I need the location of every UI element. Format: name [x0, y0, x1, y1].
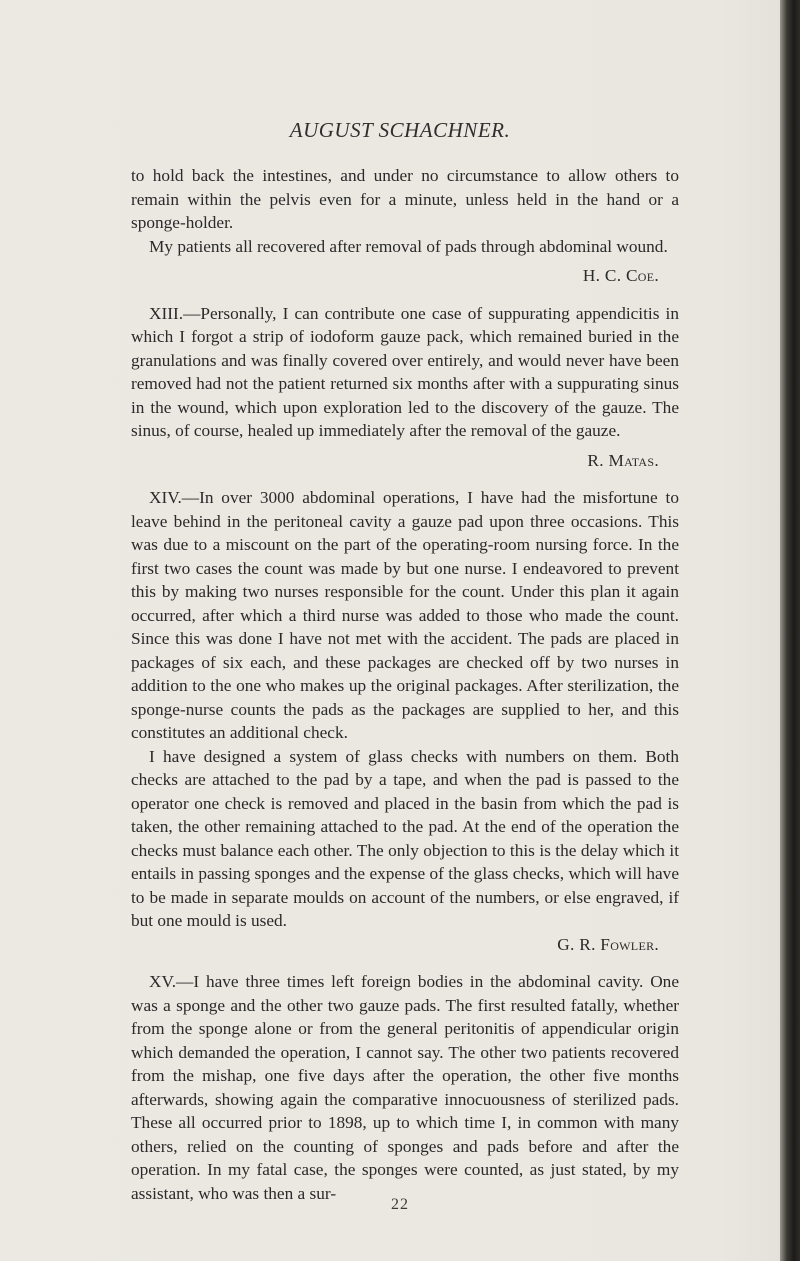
- paragraph-xiv: XIV.—In over 3000 abdominal operations, I have had the misfortune to leave behind in the peritoneal cavity a gauze pad upon three occasions. This was due to a miscount on the part of the operating-room nursing force. In the first two cases the count was made by but one nurse. I endeavored to prevent this by making two nurses responsible for the count. Under this plan it again occurred, after which a third nurse was added to those who made the count. Since this was done I have not met with the accident. The pads are placed in packages of six each, and these packages are checked off by two nurses in addition to the one who makes up the original packages. After sterilization, the sponge-nurse counts the pads as the packages are supplied to her, and this constitutes an additional check.: [131, 488, 679, 742]
- paragraph: My patients all recovered after removal of pads through abdominal wound.: [149, 236, 668, 256]
- page-number: 22: [391, 1196, 409, 1213]
- paragraph-xv: XV.—I have three times left foreign bodies in the abdominal cavity. One was a sponge and the other two gauze pads. The first resulted fatally, whether from the sponge alone or from the general peritonitis of appendicular origin which demanded the operation, I cannot say. The other two patients recovered from the mishap, one five days after the operation, the other five months afterwards, showing again the comparative innocuousness of sterilized pads. These all occurred prior to 1898, up to which time I, in common with many others, relied on the counting of sponges and pads before and after the operation. In my fatal case, the sponges were counted, as just stated, by my assistant, who was then a sur-: [131, 972, 679, 1203]
- paragraph: to hold back the intestines, and under no circumstance to allow others to remain within the pelvis even for a minute, unless held in the hand or a sponge-holder.: [131, 166, 679, 232]
- page-edge-shadow: [780, 0, 800, 1261]
- paragraph-xiv-checks: I have designed a system of glass checks with numbers on them. Both checks are attached to the pad by a tape, and when the pad is passed to the operator one check is removed and placed in the basin from which the pad is taken, the other remaining attached to the pad. At the end of the operation the checks must balance each other. The only objection to this is the delay which it entails in passing sponges and the expense of the glass checks, which will have to be made in separate moulds on account of the numbers, or else engraved, if but one mould is used.: [131, 746, 679, 930]
- signature-matas: R. Matas.: [587, 450, 659, 470]
- running-head: AUGUST SCHACHNER.: [289, 118, 511, 142]
- signature-coe: H. C. Coe.: [582, 266, 659, 285]
- paragraph-xiii: XIII.—Personally, I can contribute one case of suppurating appendicitis in which I forgot a strip of iodoform gauze pack, which remained buried in the granulations and was finally covered over entirely, and would never have been removed had not the patient returned six months after with a suppurating sinus in the wound, which upon exploration led to the discovery of the gauze. The sinus, of course, healed up immediately after the removal of the gauze.: [131, 303, 679, 440]
- signature-fowler: G. R. Fowler.: [557, 934, 659, 954]
- body-text: [131, 164, 679, 1205]
